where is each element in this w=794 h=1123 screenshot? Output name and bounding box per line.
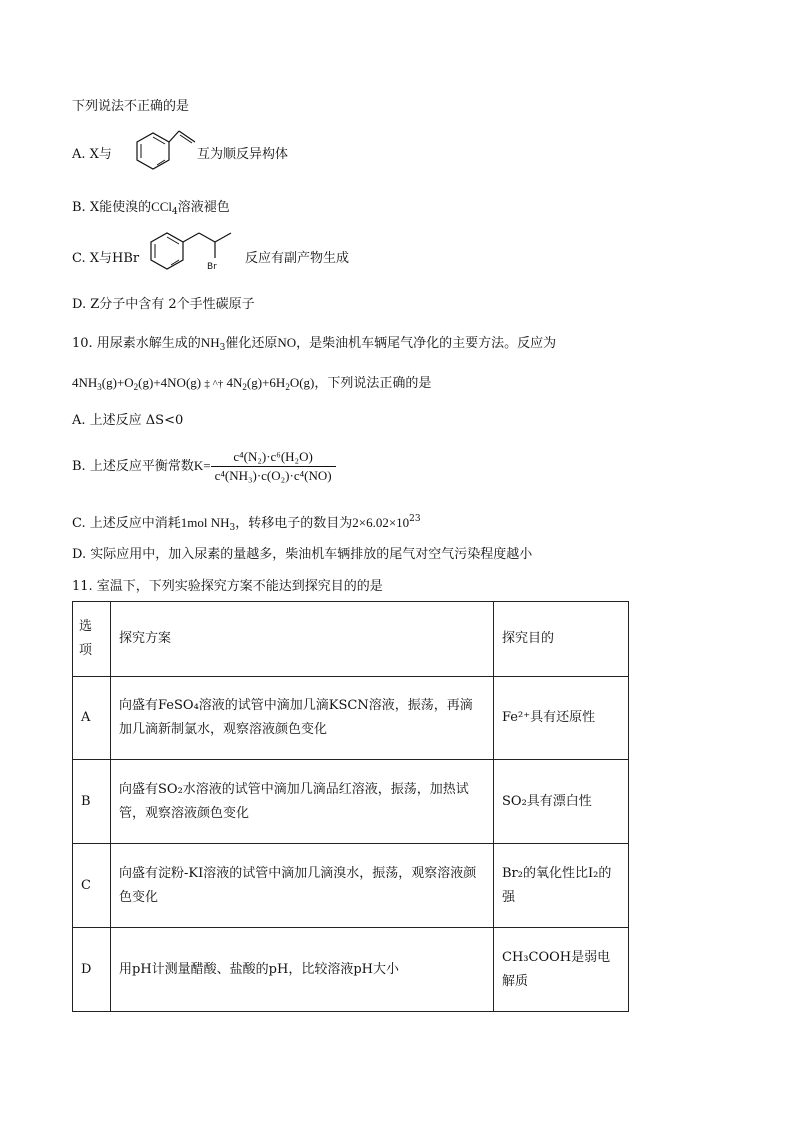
q10-nh3-sub: 3 [219,343,226,353]
row-plan: 向盛有FeSO₄溶液的试管中滴加几滴KSCN溶液，振荡，再滴加几滴新制氯水，观察溶液颜色变化 [111,677,494,760]
q10-equation: $4NH_3(g)+O_2(g)+4NO(g)$ ‡ ^† $4N_2(g)+6H_2O(g)$，下列说法正确的是 [72,375,432,392]
option-a-suffix: 互为顺反异构体 [197,147,289,162]
q10-c-amount: 1mol NH [180,515,230,530]
q10-c-exp: 23 [409,514,421,524]
q10-stem [72,334,556,357]
q10-c-value: 2×6.02×10 [352,515,410,530]
table-row [73,844,629,928]
q10-nh3: NH [200,335,220,350]
q10-option-c-prefix: C. 上述反应中消耗 [72,516,181,531]
eq-left-nh3: 4NH [72,375,98,390]
table-row [73,928,629,1012]
row-purpose: Fe²⁺具有还原性 [494,677,629,760]
q10-no: NO [277,335,297,350]
br-label: Br [207,262,217,272]
row-option: B [73,760,111,844]
q10-option-b [72,448,336,485]
option-b-line [72,198,230,221]
bromo-propylbenzene-structure [143,228,243,278]
q10-option-d: D. 实际应用中，加入尿素的量越多，柴油机车辆排放的尾气对空气污染程度越小 [72,547,533,562]
q10-stem-part1: 10. 用尿素水解生成的 [72,336,201,351]
row-plan: 向盛有淀粉-KI溶液的试管中滴加几滴溴水，振荡，观察溶液颜色变化 [111,844,494,928]
q10-option-c [72,510,421,537]
q10-stem-part2: 催化还原 [225,336,278,351]
row-purpose: Br₂的氧化性比I₂的强 [494,844,629,928]
q11-stem: 11. 室温下，下列实验探究方案不能达到探究目的的是 [72,579,383,594]
k-fraction [211,448,336,485]
q10-option-a: A. 上述反应 ΔS<0 [72,413,184,428]
styrene-structure [117,128,197,176]
header-plan: 探究方案 [111,602,494,677]
header-option: 选项 [73,602,111,677]
option-a-prefix: A. X与 [72,147,112,162]
row-option: A [73,677,111,760]
q10-option-b-prefix: B. 上述反应平衡常数 [72,459,194,474]
q10-stem-part3: ，是柴油机车辆尾气净化的主要方法。反应为 [296,336,557,351]
eq-tail: ，下列说法正确的是 [314,376,432,391]
table-header-row [73,602,629,677]
k-denominator: c⁴(NH₃)·c(O₂)·c⁴(NO) [214,468,332,483]
option-c-suffix: 反应有副产物生成 [245,251,350,266]
eq-arrow: ‡ ^† [204,378,224,390]
question-intro: 下列说法不正确的是 [72,99,190,114]
header-purpose: 探究目的 [494,602,629,677]
option-b-reagent-sub: 4 [172,207,178,217]
row-plan: 用pH计测量醋酸、盐酸的pH，比较溶液pH大小 [111,928,494,1012]
row-option: C [73,844,111,928]
option-b-prefix: B. X能使溴的 [72,200,152,215]
q10-k-symbol: K= [193,458,211,473]
experiment-table [72,601,629,1012]
option-d: D. Z分子中含有 2个手性碳原子 [72,297,255,312]
k-numerator: c⁴(N₂)·c⁶(H₂O) [211,448,336,467]
option-b-suffix: 溶液褪色 [177,200,230,215]
option-b-reagent: CCl [151,199,173,214]
table-row [73,760,629,844]
eq-right-n2: 4N [226,375,243,390]
row-purpose: CH₃COOH是弱电解质 [494,928,629,1012]
row-plan: 向盛有SO₂水溶液的试管中滴加几滴品红溶液，振荡，加热试管，观察溶液颜色变化 [111,760,494,844]
row-option: D [73,928,111,1012]
q10-c-mid: ，转移电子的数目为 [235,516,353,531]
option-c-prefix: C. X与HBr [72,251,140,266]
row-purpose: SO₂具有漂白性 [494,760,629,844]
q10-c-amount-sub: 3 [229,523,236,533]
table-row [73,677,629,760]
option-a-line [72,146,112,164]
